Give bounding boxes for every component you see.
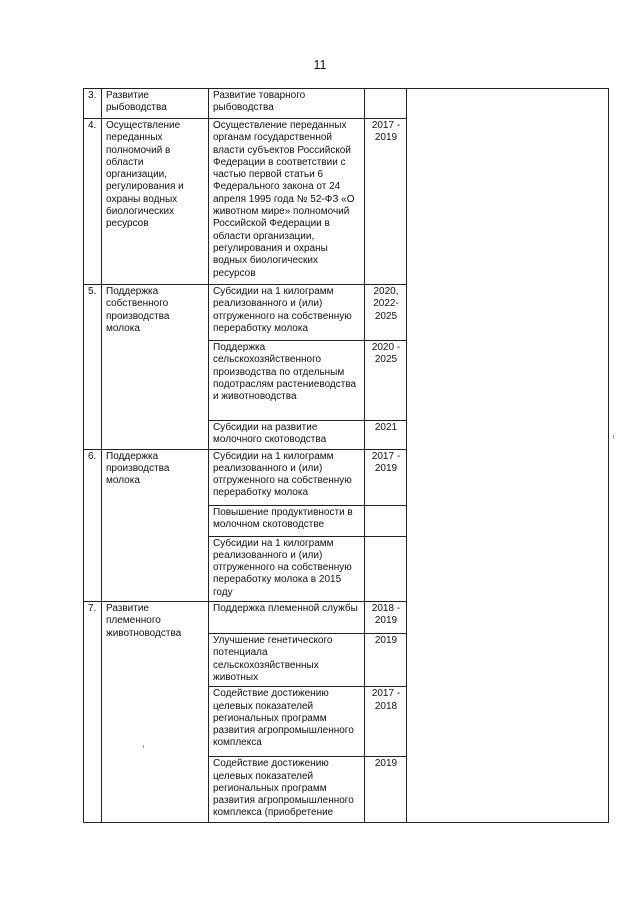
- row-number: 6.: [84, 449, 102, 601]
- years-cell: 2017 - 2018: [365, 687, 407, 757]
- years-cell: 2017 - 2019: [365, 119, 407, 285]
- measure-text: Содействие достижению целевых показателей региональных программ развития агропромышленного комплекса: [209, 687, 365, 757]
- years-cell: 2017 - 2019: [365, 449, 407, 505]
- margin-mark: [143, 745, 144, 748]
- measure-text: Поддержка племенной службы: [209, 602, 365, 634]
- row-number: 7.: [84, 602, 102, 823]
- table-body: [84, 89, 609, 823]
- years-cell: 2019: [365, 757, 407, 822]
- measure-text: Повышение продуктивности в молочном скотоводстве: [209, 505, 365, 536]
- measure-text: Поддержка сельскохозяйственного производства по отдельным подотраслям растениеводства и животноводства: [209, 341, 365, 421]
- direction-name: Осуществление переданных полномочий в области организации, регулирования и охраны водных биологических ресурсов: [102, 119, 209, 285]
- row-number: 5.: [84, 285, 102, 450]
- measure-text: Субсидии на развитие молочного скотоводства: [209, 421, 365, 450]
- measure-text: Субсидии на 1 килограмм реализованного и (или) отгруженного на собственную переработку молока: [209, 449, 365, 505]
- measure-text: Субсидии на 1 килограмм реализованного и (или) отгруженного на собственную переработку молока: [209, 285, 365, 341]
- measures-table: [83, 88, 609, 823]
- years-cell: [365, 505, 407, 536]
- page-number: 11: [313, 58, 327, 72]
- row-number: 4.: [84, 119, 102, 285]
- direction-name: Поддержка производства молока: [102, 449, 209, 601]
- years-cell: 2020 - 2025: [365, 341, 407, 421]
- years-cell: 2020, 2022- 2025: [365, 285, 407, 341]
- direction-name: Развитие племенного животноводства: [102, 602, 209, 823]
- measure-text: Содействие достижению целевых показателей региональных программ развития агропромышленного комплекса (приобретение: [209, 757, 365, 822]
- years-cell: 2018 - 2019: [365, 602, 407, 634]
- measure-text: Развитие товарного рыбоводства: [209, 89, 365, 119]
- measure-text: Субсидии на 1 килограмм реализованного и (или) отгруженного на собственную переработку молока в 2015 году: [209, 536, 365, 601]
- direction-name: Развитие рыбоводства: [102, 89, 209, 119]
- direction-name: Поддержка собственного производства молока: [102, 285, 209, 450]
- margin-mark: [613, 435, 614, 439]
- measure-text: Осуществление переданных органам государственной власти субъектов Российской Федерации в соответствии с частью первой статьи 6 Федерального закона от 24 апреля 1995 года № 52-ФЗ «О животном мире» полномочий Российской Федерации в области организации, регулирования и охраны водных биологических ресурсов: [209, 119, 365, 285]
- row-number: 3.: [84, 89, 102, 119]
- years-cell: [365, 89, 407, 119]
- years-cell: [365, 536, 407, 601]
- years-cell: 2021: [365, 421, 407, 450]
- years-cell: 2019: [365, 634, 407, 687]
- measure-text: Улучшение генетического потенциала сельскохозяйственных животных: [209, 634, 365, 687]
- table-row: [84, 89, 609, 119]
- blank-column: [407, 89, 609, 823]
